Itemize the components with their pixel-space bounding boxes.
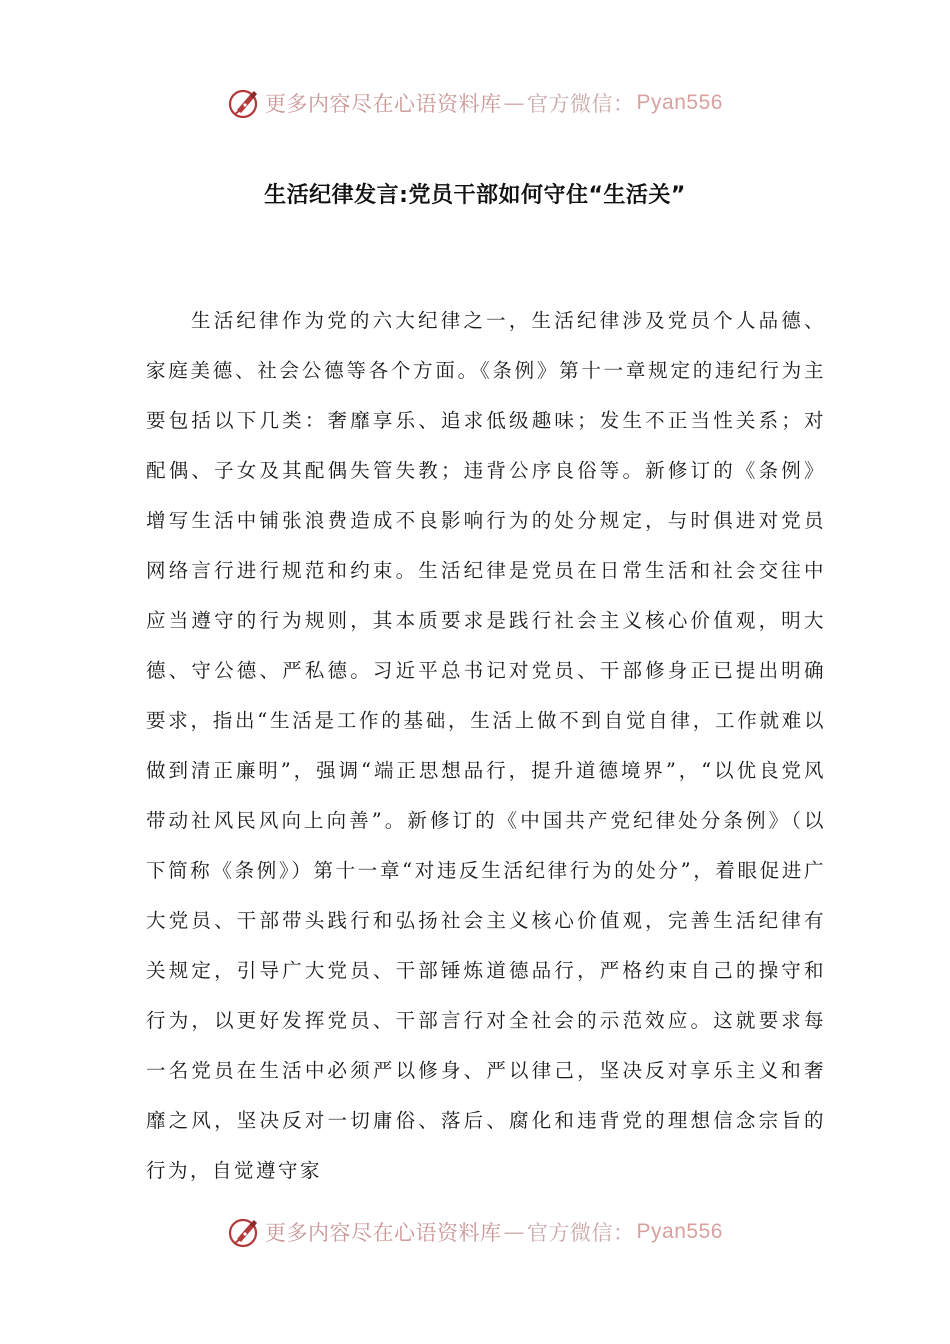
banner-dash: — [503,1220,526,1244]
banner-text [265,1217,723,1247]
banner-wechat-label: 官方微信： [527,1221,635,1245]
banner-dash: — [503,91,526,115]
body-paragraph: 生活纪律作为党的六大纪律之一，生活纪律涉及党员个人品德、家庭美德、社会公德等各个方面。《条例》第十一章规定的违纪行为主要包括以下几类：奢靡享乐、追求低级趣味；发生不正当性关系；对配偶、子女及其配偶失管失教；违背公序良俗等。新修订的《条例》增写生活中铺张浪费造成不良影响行为的处分规定，与时俱进对党员网络言行进行规范和约束。生活纪律是党员在日常生活和社会交往中应当遵守的行为规则，其本质要求是践行社会主义核心价值观，明大德、守公德、严私德。习近平总书记对党员、干部修身正已提出明确要求，指出“生活是工作的基础，生活上做不到自觉自律，工作就难以做到清正廉明”，强调“端正思想品行，提升道德境界”，“以优良党风带动社风民风向上向善”。新修订的《中国共产党纪律处分条例》（以下简称《条例》）第十一章“对违反生活纪律行为的处分”，着眼促进广大党员、干部带头践行和弘扬社会主义核心价值观，完善生活纪律有关规定，引导广大党员、干部锤炼道德品行，严格约束自己的操守和行为，以更好发挥党员、干部言行对全社会的示范效应。这就要求每一名党员在生活中必须严以修身、严以律己，坚决反对享乐主义和奢靡之风，坚决反对一切庸俗、落后、腐化和违背党的理想信念宗旨的行为，自觉遵守家 [146,309,826,1182]
banner-lead-text: 更多内容尽在心语资料库 [265,1221,502,1245]
banner-text [265,88,723,118]
pen-nib-logo-icon [227,86,261,120]
pen-nib-logo-icon [227,1215,261,1249]
banner-wechat-label: 官方微信： [527,92,635,116]
banner-wechat-handle: Pyan556 [636,1220,723,1243]
document-title: 生活纪律发言:党员干部如何守住“生活关” [264,183,686,208]
header-banner [0,83,950,123]
banner-lead-text: 更多内容尽在心语资料库 [265,92,502,116]
footer-banner [0,1212,950,1252]
banner-wechat-handle: Pyan556 [636,91,723,114]
